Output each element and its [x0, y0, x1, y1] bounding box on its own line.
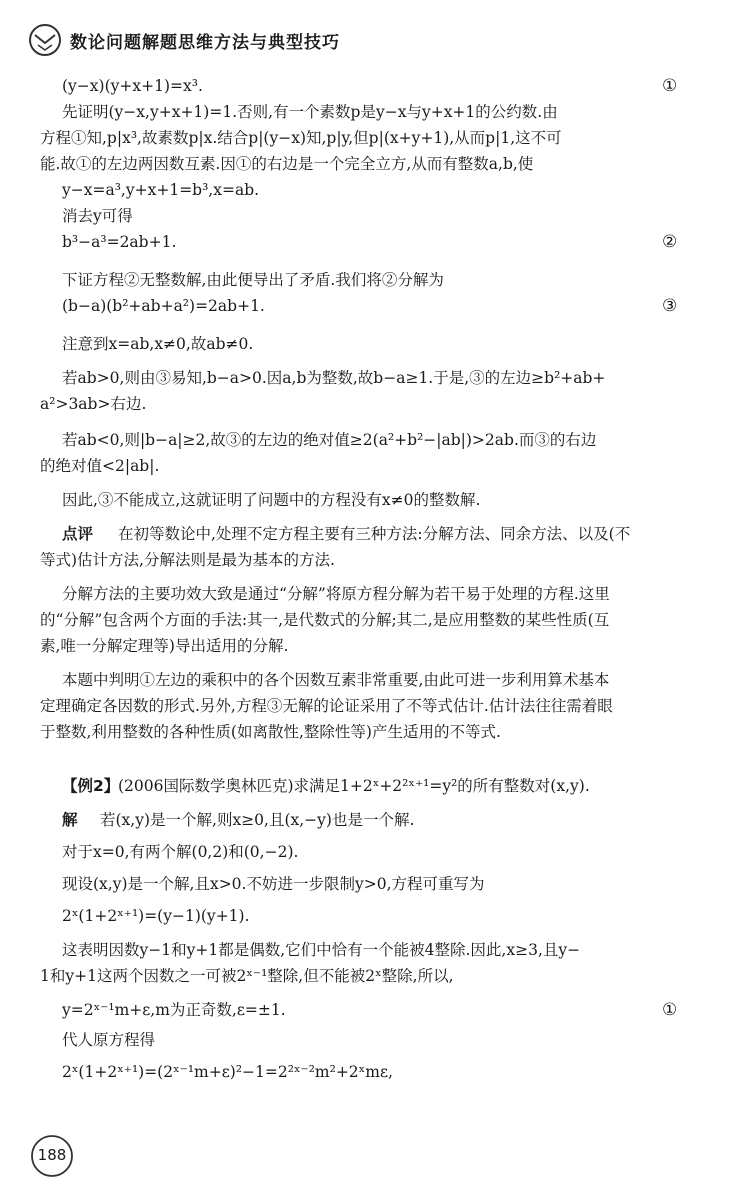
text-line: [62, 810, 415, 830]
text-line: [62, 1030, 155, 1050]
line-text: 消去y可得: [62, 207, 133, 225]
line-text: 若ab<0,则|b−a|≥2,故③的左边的绝对值≥2(a²+b²−|ab|)>2ab.而③的右边: [62, 431, 597, 449]
text-line: [62, 584, 610, 604]
equation-number: ③: [662, 296, 678, 316]
text-line: [62, 1000, 286, 1020]
line-text: (b−a)(b²+ab+a²)=2ab+1.: [62, 297, 265, 315]
line-text: 能.故①的左边两因数互素.因①的右边是一个完全立方,从而有整数a,b,使: [40, 155, 534, 173]
line-text: 对于x=0,有两个解(0,2)和(0,−2).: [62, 843, 299, 861]
line-text: 因此,③不能成立,这就证明了问题中的方程没有x≠0的整数解.: [62, 491, 481, 509]
line-text: 本题中判明①左边的乘积中的各个因数互素非常重要,由此可进一步利用算术基本: [62, 671, 610, 689]
page-number: 188: [37, 1146, 67, 1164]
running-header: [28, 20, 340, 60]
line-text: 2ˣ(1+2ˣ⁺¹)=(2ˣ⁻¹m+ε)²−1=2²ˣ⁻²m²+2ˣmε,: [62, 1063, 393, 1081]
line-text: 分解方法的主要功效大致是通过“分解”将原方程分解为若干易于处理的方程.这里: [62, 585, 610, 603]
text-line: [62, 670, 609, 690]
text-line: [62, 430, 596, 450]
line-text: 现设(x,y)是一个解,且x>0.不妨进一步限制y>0,方程可重写为: [62, 875, 485, 893]
text-line: [62, 940, 580, 960]
line-text: y−x=a³,y+x+1=b³,x=ab.: [62, 181, 260, 199]
text-line: [62, 334, 253, 354]
text-line: [62, 874, 485, 894]
text-line: [62, 842, 298, 862]
line-text: 注意到x=ab,x≠0,故ab≠0.: [62, 335, 254, 353]
equation-number: ①: [662, 1000, 678, 1020]
line-text: y=2ˣ⁻¹m+ε,m为正奇数,ε=±1.: [62, 1001, 286, 1019]
text-line: [40, 550, 335, 570]
line-text: 的绝对值<2|ab|.: [40, 457, 160, 475]
text-line: [40, 128, 562, 148]
line-text: 等式)估计方法,分解法则是最为基本的方法.: [40, 551, 335, 569]
text-line: [40, 636, 288, 656]
text-line: [40, 394, 146, 414]
line-text: 2ˣ(1+2ˣ⁺¹)=(y−1)(y+1).: [62, 907, 250, 925]
text-line: [40, 154, 533, 174]
line-text: b³−a³=2ab+1.: [62, 233, 177, 251]
text-line: [62, 180, 259, 200]
text-line: [62, 270, 444, 290]
line-text: 若ab>0,则由③易知,b−a>0.因a,b为整数,故b−a≥1.于是,③的左边≥b²+ab+: [62, 369, 606, 387]
line-text: a²>3ab>右边.: [40, 395, 147, 413]
page-number-badge: [28, 1132, 76, 1180]
text-line: [62, 776, 590, 796]
text-line: [62, 906, 250, 926]
text-line: [62, 296, 265, 316]
line-text: 下证方程②无整数解,由此便导出了矛盾.我们将②分解为: [62, 271, 444, 289]
text-line: [40, 966, 454, 986]
text-line: [62, 1062, 393, 1082]
line-text: 定理确定各因数的形式.另外,方程③无解的论证采用了不等式估计.估计法往往需着眼: [40, 697, 613, 715]
text-line: [62, 102, 558, 122]
line-text: (2006国际数学奥林匹克)求满足1+2ˣ+2²ˣ⁺¹=y²的所有整数对(x,y).: [118, 777, 590, 795]
text-line: [40, 722, 501, 742]
line-text: 若(x,y)是一个解,则x≥0,且(x,−y)也是一个解.: [100, 811, 415, 829]
equation-number: ①: [662, 76, 678, 96]
bold-label: 【例2】: [62, 777, 120, 795]
bold-label: 点评: [62, 525, 94, 543]
text-line: [62, 490, 480, 510]
line-text: (y−x)(y+x+1)=x³.: [62, 77, 203, 95]
text-line: [62, 76, 203, 96]
line-text: 素,唯一分解定理等)导出适用的分解.: [40, 637, 289, 655]
line-text: 于整数,利用整数的各种性质(如离散性,整除性等)产生适用的不等式.: [40, 723, 501, 741]
line-text: 方程①知,p|x³,故素数p|x.结合p|(y−x)知,p|y,但p|(x+y+1),从而p|1,这不可: [40, 129, 562, 147]
book-title: 数论问题解题思维方法与典型技巧: [70, 32, 340, 53]
text-line: [40, 696, 613, 716]
text-line: [62, 524, 631, 544]
text-line: [40, 456, 159, 476]
line-text: 先证明(y−x,y+x+1)=1.否则,有一个素数p是y−x与y+x+1的公约数.由: [62, 103, 558, 121]
text-line: [40, 610, 609, 630]
line-text: 在初等数论中,处理不定方程主要有三种方法:分解方法、同余方法、以及(不: [118, 525, 631, 543]
bold-label: 解: [62, 811, 78, 829]
book-logo-icon: [28, 23, 62, 57]
line-text: 这表明因数y−1和y+1都是偶数,它们中恰有一个能被4整除.因此,x≥3,且y−: [62, 941, 581, 959]
text-line: [62, 206, 133, 226]
equation-number: ②: [662, 232, 678, 252]
line-text: 代人原方程得: [62, 1031, 156, 1049]
line-text: 1和y+1这两个因数之一可被2ˣ⁻¹整除,但不能被2ˣ整除,所以,: [40, 967, 454, 985]
text-line: [62, 232, 176, 252]
line-text: 的“分解”包含两个方面的手法:其一,是代数式的分解;其二,是应用整数的某些性质(互: [40, 611, 610, 629]
text-line: [62, 368, 605, 388]
